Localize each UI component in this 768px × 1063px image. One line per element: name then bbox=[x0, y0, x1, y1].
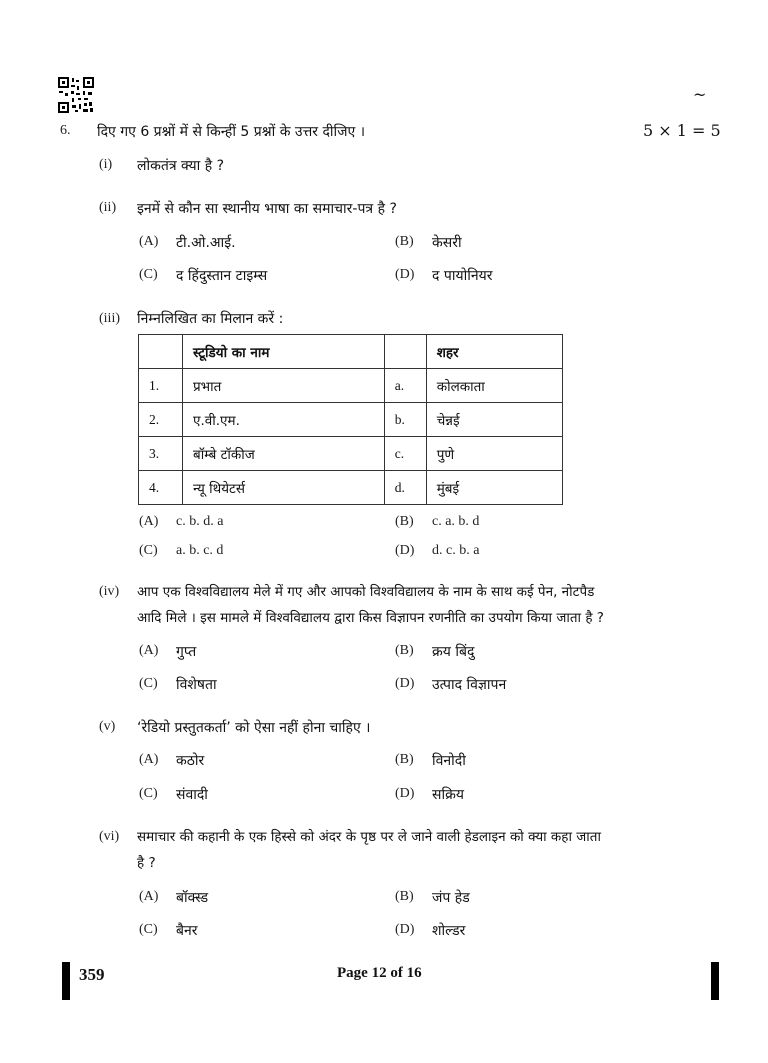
table-cell: c. bbox=[384, 437, 426, 471]
subquestion-label: (ii) bbox=[99, 200, 117, 215]
option-label: (D) bbox=[395, 676, 415, 691]
option-text: सक्रिय bbox=[432, 787, 464, 803]
option-label: (B) bbox=[395, 514, 414, 529]
subquestion-text: आदि मिले । इस मामले में विश्वविद्यालय द्वारा किस विज्ञापन रणनीति का उपयोग किया जाता है ? bbox=[137, 610, 604, 626]
option-label: (B) bbox=[395, 234, 414, 249]
option-label: (A) bbox=[139, 234, 159, 249]
table-row bbox=[139, 437, 563, 471]
table-cell: 4. bbox=[139, 471, 183, 505]
option-text: विनोदी bbox=[432, 753, 466, 769]
option-text: कठोर bbox=[176, 753, 205, 769]
subquestion-text: लोकतंत्र क्या है ? bbox=[137, 158, 225, 174]
footer-left-bar bbox=[62, 962, 70, 1000]
option-text: c. b. d. a bbox=[176, 514, 224, 529]
option-label: (D) bbox=[395, 267, 415, 282]
footer-right-bar bbox=[711, 962, 719, 1000]
option-label: (C) bbox=[139, 543, 158, 558]
subquestion-text: निम्नलिखित का मिलान करें : bbox=[137, 311, 284, 327]
option-label: (A) bbox=[139, 889, 159, 904]
table-cell: ए.वी.एम. bbox=[183, 403, 385, 437]
question-marks: 5 × 1 = 5 bbox=[643, 121, 721, 140]
option-label: (D) bbox=[395, 786, 415, 801]
option-text: केसरी bbox=[432, 235, 462, 251]
option-text: द पायोनियर bbox=[432, 268, 493, 284]
option-label: (D) bbox=[395, 543, 415, 558]
subquestion-text: इनमें से कौन सा स्थानीय भाषा का समाचार-पत्र है ? bbox=[137, 201, 397, 217]
table-cell bbox=[139, 335, 183, 369]
option-label: (A) bbox=[139, 643, 159, 658]
table-cell: d. bbox=[384, 471, 426, 505]
table-header-row bbox=[139, 335, 563, 369]
option-label: (D) bbox=[395, 922, 415, 937]
table-row bbox=[139, 369, 563, 403]
question-number: 6. bbox=[60, 123, 71, 138]
table-row bbox=[139, 471, 563, 505]
table-cell: 3. bbox=[139, 437, 183, 471]
option-text: द हिंदुस्तान टाइम्स bbox=[176, 268, 268, 284]
table-header-studio: स्टूडियो का नाम bbox=[183, 335, 385, 369]
option-label: (A) bbox=[139, 514, 159, 529]
matching-table bbox=[138, 334, 563, 505]
option-label: (B) bbox=[395, 889, 414, 904]
table-cell: कोलकाता bbox=[426, 369, 562, 403]
table-row bbox=[139, 403, 563, 437]
table-cell: चेन्नई bbox=[426, 403, 562, 437]
subquestion-label: (v) bbox=[99, 719, 116, 734]
option-text: बैनर bbox=[176, 923, 198, 939]
question-instruction: दिए गए 6 प्रश्नों में से किन्हीं 5 प्रश्नों के उत्तर दीजिए । bbox=[97, 124, 366, 140]
option-label: (C) bbox=[139, 676, 158, 691]
option-label: (C) bbox=[139, 922, 158, 937]
option-label: (A) bbox=[139, 752, 159, 767]
table-cell: प्रभात bbox=[183, 369, 385, 403]
table-cell: a. bbox=[384, 369, 426, 403]
option-text: उत्पाद विज्ञापन bbox=[432, 677, 507, 693]
table-cell: मुंबई bbox=[426, 471, 562, 505]
table-header-city: शहर bbox=[426, 335, 562, 369]
option-text: शोल्डर bbox=[432, 923, 466, 939]
option-text: टी.ओ.आई. bbox=[176, 235, 236, 251]
option-text: c. a. b. d bbox=[432, 514, 480, 529]
option-text: संवादी bbox=[176, 787, 208, 803]
subquestion-text: समाचार की कहानी के एक हिस्से को अंदर के पृष्ठ पर ले जाने वाली हेडलाइन को क्या कहा जाता bbox=[137, 829, 601, 845]
subquestion-label: (iv) bbox=[99, 584, 120, 599]
table-cell: b. bbox=[384, 403, 426, 437]
qr-code-icon bbox=[58, 77, 94, 113]
table-cell: 2. bbox=[139, 403, 183, 437]
option-text: बॉक्स्ड bbox=[176, 890, 209, 906]
page-mark: ~ bbox=[693, 85, 707, 104]
option-text: a. b. c. d bbox=[176, 543, 224, 558]
option-text: गुप्त bbox=[176, 644, 197, 660]
table-cell: बॉम्बे टॉकीज bbox=[183, 437, 385, 471]
subquestion-label: (iii) bbox=[99, 311, 120, 326]
option-text: क्रय बिंदु bbox=[432, 644, 475, 660]
option-text: जंप हेड bbox=[432, 890, 470, 906]
subquestion-label: (i) bbox=[99, 157, 113, 172]
subquestion-label: (vi) bbox=[99, 829, 120, 844]
table-cell bbox=[384, 335, 426, 369]
option-label: (C) bbox=[139, 267, 158, 282]
option-text: d. c. b. a bbox=[432, 543, 480, 558]
option-label: (C) bbox=[139, 786, 158, 801]
subquestion-text: ‘रेडियो प्रस्तुतकर्ता’ को ऐसा नहीं होना चाहिए । bbox=[137, 720, 371, 736]
table-cell: न्यू थियेटर्स bbox=[183, 471, 385, 505]
subquestion-text: है ? bbox=[137, 855, 156, 871]
table-cell: 1. bbox=[139, 369, 183, 403]
option-label: (B) bbox=[395, 752, 414, 767]
option-label: (B) bbox=[395, 643, 414, 658]
option-text: विशेषता bbox=[176, 677, 217, 693]
subquestion-text: आप एक विश्वविद्यालय मेले में गए और आपको विश्वविद्यालय के नाम के साथ कई पेन, नोटपैड bbox=[137, 584, 595, 600]
paper-code: 359 bbox=[79, 965, 105, 984]
table-cell: पुणे bbox=[426, 437, 562, 471]
page-number: Page 12 of 16 bbox=[337, 965, 422, 981]
